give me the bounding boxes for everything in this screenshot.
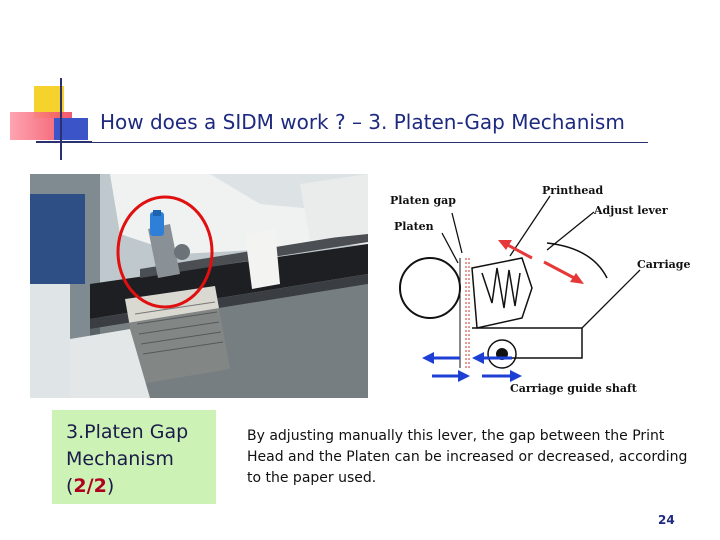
label-adjust-lever: Adjust lever (594, 204, 668, 217)
caption-line-3 (66, 473, 188, 500)
caption-part-number: 2/2 (73, 475, 107, 497)
title-ornament-vertical-line (60, 78, 62, 160)
label-platen: Platen (394, 220, 434, 233)
caption-line-2: Mechanism (66, 448, 174, 470)
section-caption (66, 419, 188, 500)
platen-gap-diagram (372, 178, 702, 400)
label-carriage-guide-shaft: Carriage guide shaft (510, 382, 637, 395)
description-text: By adjusting manually this lever, the gap between the Print Head and the Platen can be increased or decreased, according to the paper used. (247, 428, 688, 486)
title-underline (92, 142, 648, 143)
label-carriage: Carriage (637, 258, 691, 271)
caption-line-1: 3.Platen Gap (66, 421, 189, 443)
platen-circle (400, 258, 460, 318)
slide-title: How does a SIDM work ? – 3. Platen-Gap Mechanism (100, 110, 625, 134)
title-ornament-horizontal-line (36, 141, 92, 143)
section-caption-box (52, 410, 216, 504)
caption-close-paren: ) (106, 475, 115, 497)
red-arrow-down (544, 262, 578, 280)
label-printhead: Printhead (542, 184, 604, 197)
page-number: 24 (658, 513, 675, 527)
caption-open-paren: ( (66, 475, 74, 497)
label-platen-gap: Platen gap (390, 194, 456, 207)
printer-photo (30, 174, 368, 398)
